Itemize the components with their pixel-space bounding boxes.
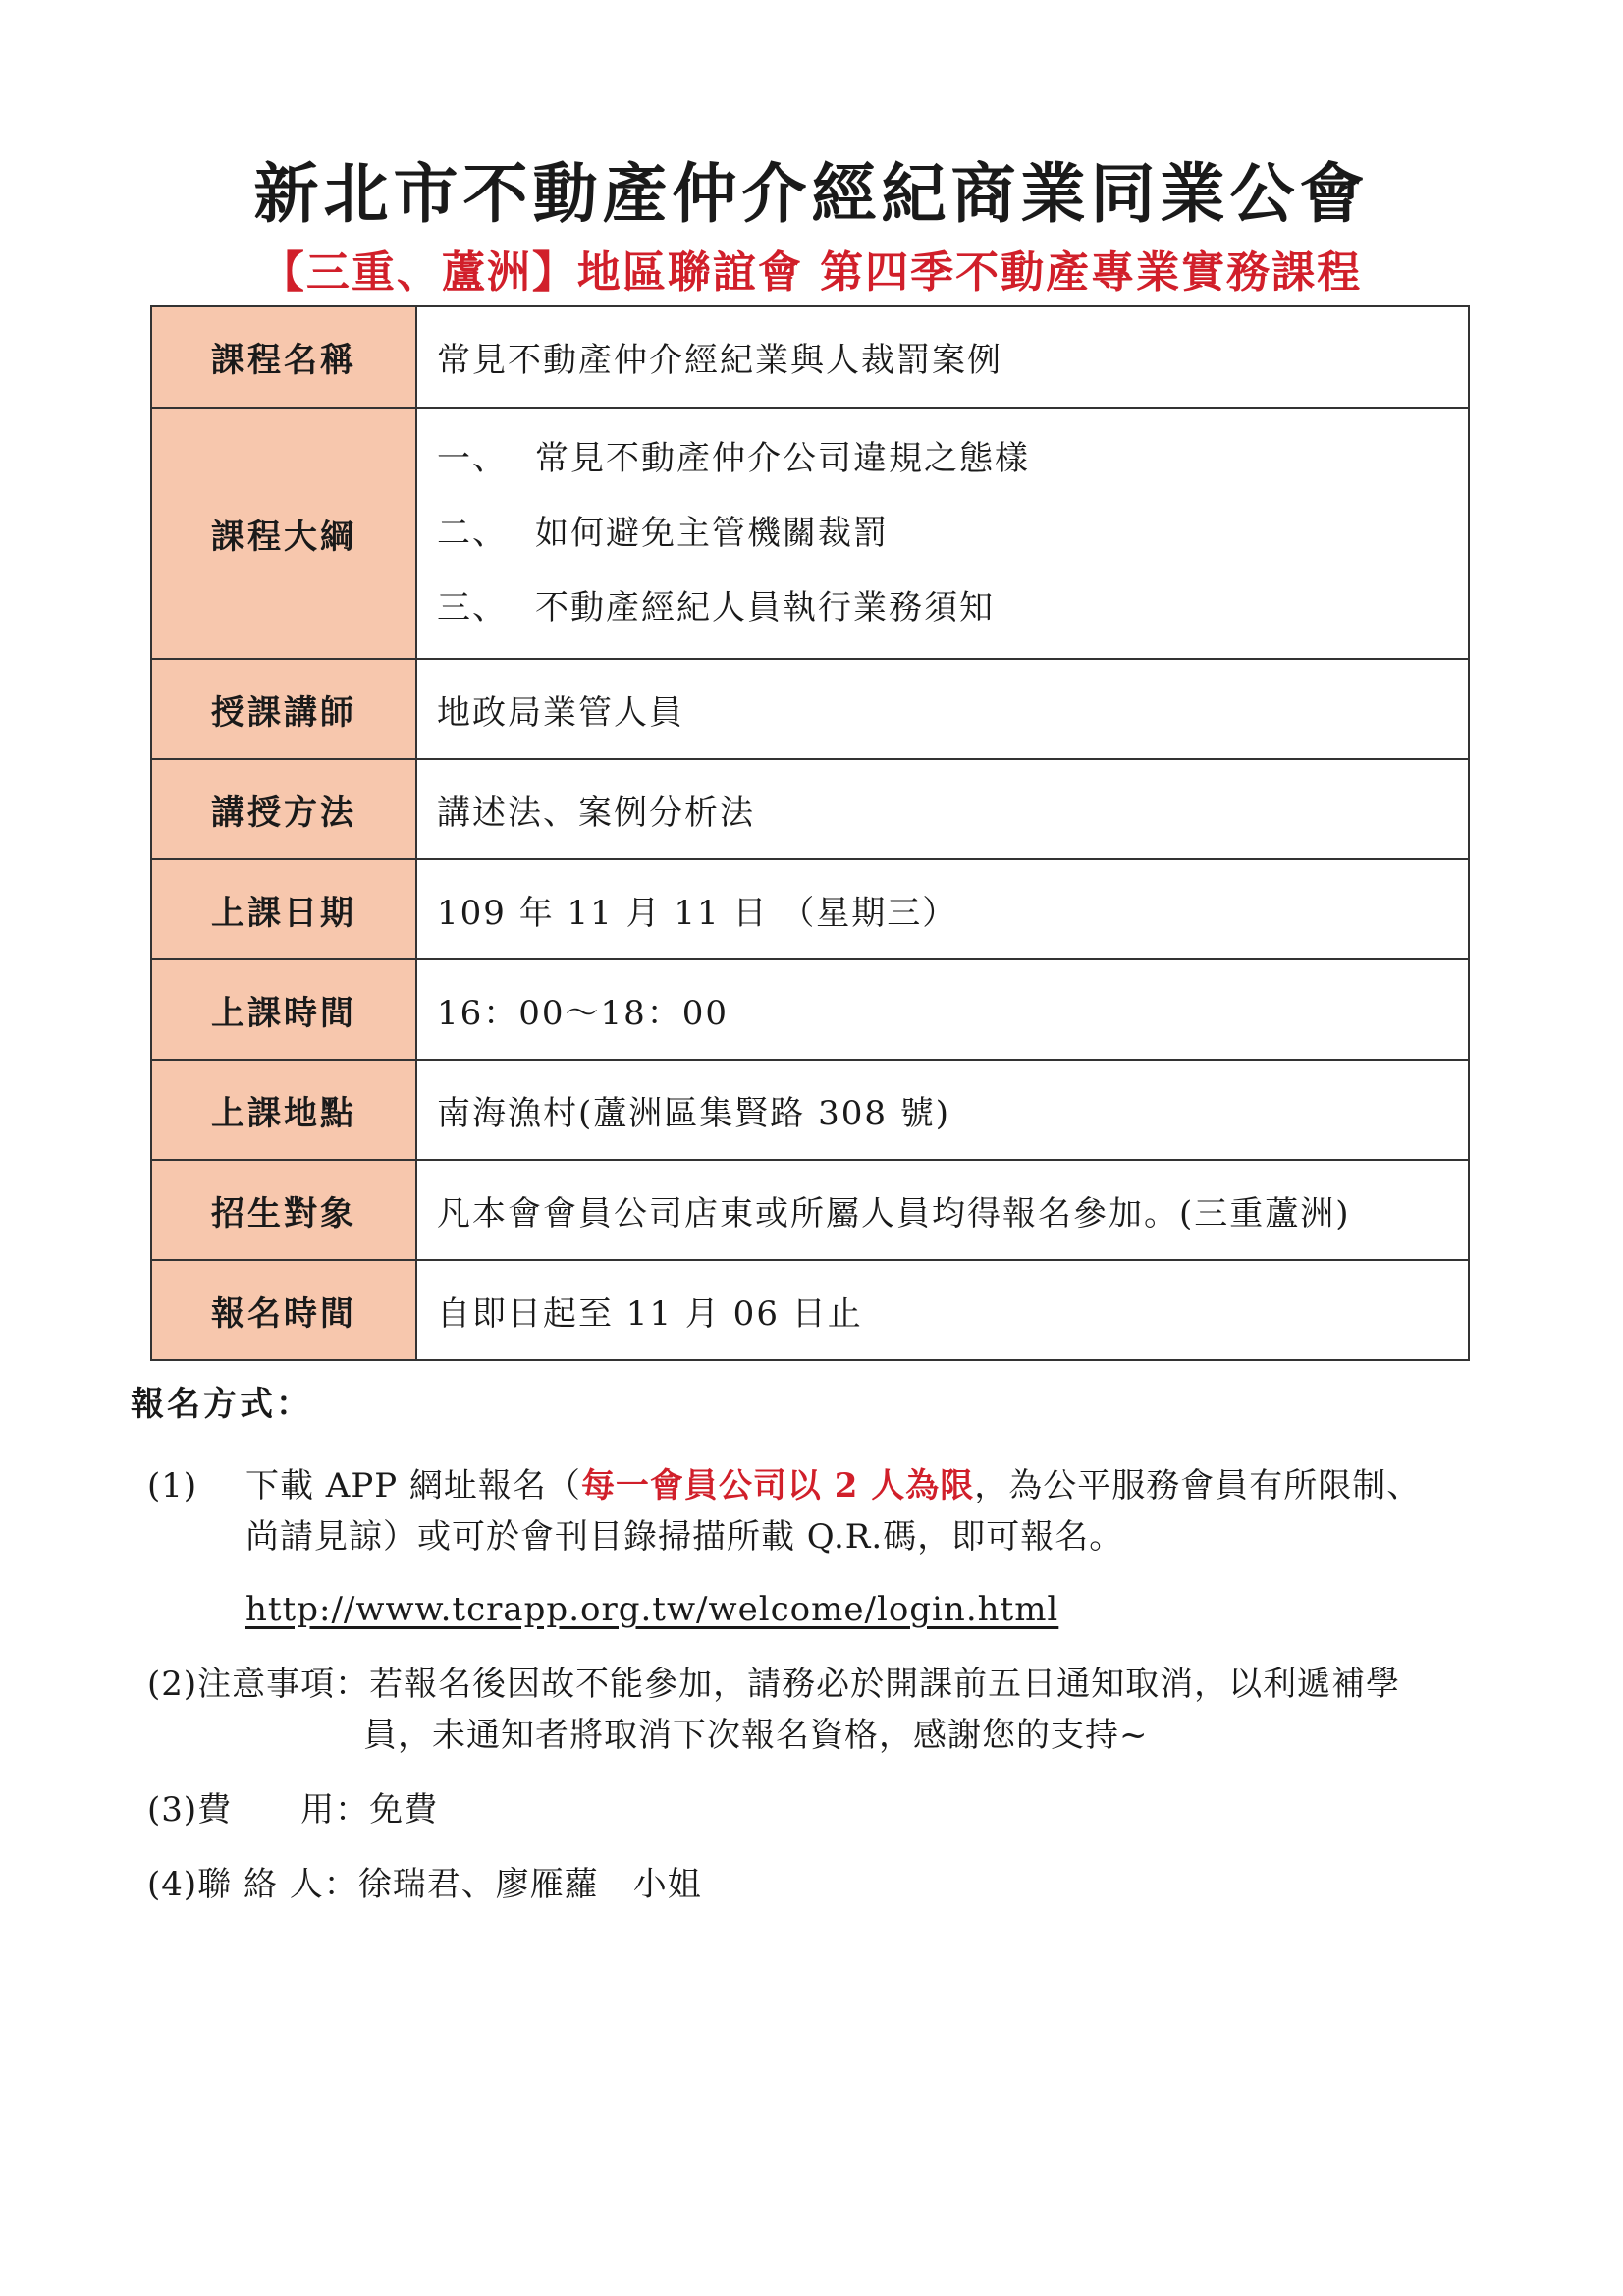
registration-item-4 bbox=[147, 1860, 702, 1909]
deadline-value: 自即日起至 11 月 06 日止 bbox=[416, 1260, 1469, 1360]
table-row-deadline bbox=[151, 1260, 1469, 1360]
registration-item-1-line-2: 尚請見諒）或可於會刊目錄掃描所載 Q.R.碼，即可報名。 bbox=[245, 1517, 1124, 1557]
course-name-label: 課程名稱 bbox=[151, 306, 416, 408]
deadline-label: 報名時間 bbox=[151, 1260, 416, 1360]
item-number: (3) bbox=[147, 1790, 198, 1830]
page-subtitle: 【三重、蘆洲】地區聯誼會 第四季不動產專業實務課程 bbox=[260, 247, 1363, 298]
contact-label: 聯 絡 人： bbox=[197, 1865, 358, 1904]
outline-item bbox=[437, 496, 1468, 571]
time-value: 16：00～18：00 bbox=[416, 959, 1469, 1060]
course-name-value: 常見不動產仲介經紀業與人裁罰案例 bbox=[416, 306, 1469, 408]
registration-url-link[interactable]: http://www.tcrapp.org.tw/welcome/login.html bbox=[245, 1590, 1059, 1629]
table-row-location bbox=[151, 1060, 1469, 1160]
outline-item-text: 常見不動產仲介公司違規之態樣 bbox=[535, 439, 1030, 478]
outline-item bbox=[437, 571, 1468, 645]
course-info-table bbox=[150, 305, 1470, 1361]
time-label: 上課時間 bbox=[151, 959, 416, 1060]
method-label: 講授方法 bbox=[151, 759, 416, 859]
location-value: 南海漁村(蘆洲區集賢路 308 號) bbox=[416, 1060, 1469, 1160]
registration-item-3 bbox=[147, 1785, 438, 1834]
notice-line-1: 若報名後因故不能參加，請務必於開課前五日通知取消，以利遞補學 bbox=[369, 1665, 1401, 1704]
outline-item-number: 三、 bbox=[437, 588, 508, 628]
item-number: (4) bbox=[147, 1865, 198, 1904]
outline-item-text: 如何避免主管機關裁罰 bbox=[535, 514, 889, 553]
item1-text-before: 下載 APP 網址報名（ bbox=[245, 1466, 581, 1505]
outline-value bbox=[416, 408, 1469, 659]
outline-item bbox=[437, 421, 1468, 496]
registration-item-2 bbox=[147, 1660, 1400, 1709]
notice-line-2: 員，未通知者將取消下次報名資格，感謝您的支持~ bbox=[363, 1716, 1149, 1755]
registration-item-1 bbox=[147, 1461, 1421, 1510]
instructor-label: 授課講師 bbox=[151, 659, 416, 759]
date-label: 上課日期 bbox=[151, 859, 416, 959]
table-row-time bbox=[151, 959, 1469, 1060]
notice-label: 注意事項： bbox=[197, 1665, 370, 1704]
outline-item-number: 一、 bbox=[437, 439, 508, 478]
fee-value: 免費 bbox=[369, 1790, 439, 1830]
table-row-course-name bbox=[151, 306, 1469, 408]
item-number: (1) bbox=[147, 1466, 198, 1505]
audience-value: 凡本會會員公司店東或所屬人員均得報名參加。(三重蘆洲) bbox=[416, 1160, 1469, 1260]
item1-text-after: ，為公平服務會員有所限制、 bbox=[974, 1466, 1422, 1505]
contact-value: 徐瑞君、廖雁蘿 小姐 bbox=[357, 1865, 702, 1904]
method-value: 講述法、案例分析法 bbox=[416, 759, 1469, 859]
instructor-value: 地政局業管人員 bbox=[416, 659, 1469, 759]
registration-url-line bbox=[245, 1585, 1058, 1634]
registration-heading: 報名方式： bbox=[131, 1385, 312, 1424]
date-value: 109 年 11 月 11 日 （星期三） bbox=[416, 859, 1469, 959]
fee-label: 費 用： bbox=[197, 1790, 370, 1830]
item-number: (2) bbox=[147, 1665, 198, 1704]
outline-label: 課程大綱 bbox=[151, 408, 416, 659]
table-row-method bbox=[151, 759, 1469, 859]
audience-label: 招生對象 bbox=[151, 1160, 416, 1260]
location-label: 上課地點 bbox=[151, 1060, 416, 1160]
table-row-instructor bbox=[151, 659, 1469, 759]
outline-item-number: 二、 bbox=[437, 514, 508, 553]
table-row-outline bbox=[151, 408, 1469, 659]
table-row-date bbox=[151, 859, 1469, 959]
table-row-audience bbox=[151, 1160, 1469, 1260]
member-limit-highlight: 每一會員公司以 2 人為限 bbox=[580, 1466, 975, 1505]
outline-item-text: 不動產經紀人員執行業務須知 bbox=[535, 588, 995, 628]
page-title: 新北市不動產仲介經紀商業同業公會 bbox=[253, 155, 1370, 232]
